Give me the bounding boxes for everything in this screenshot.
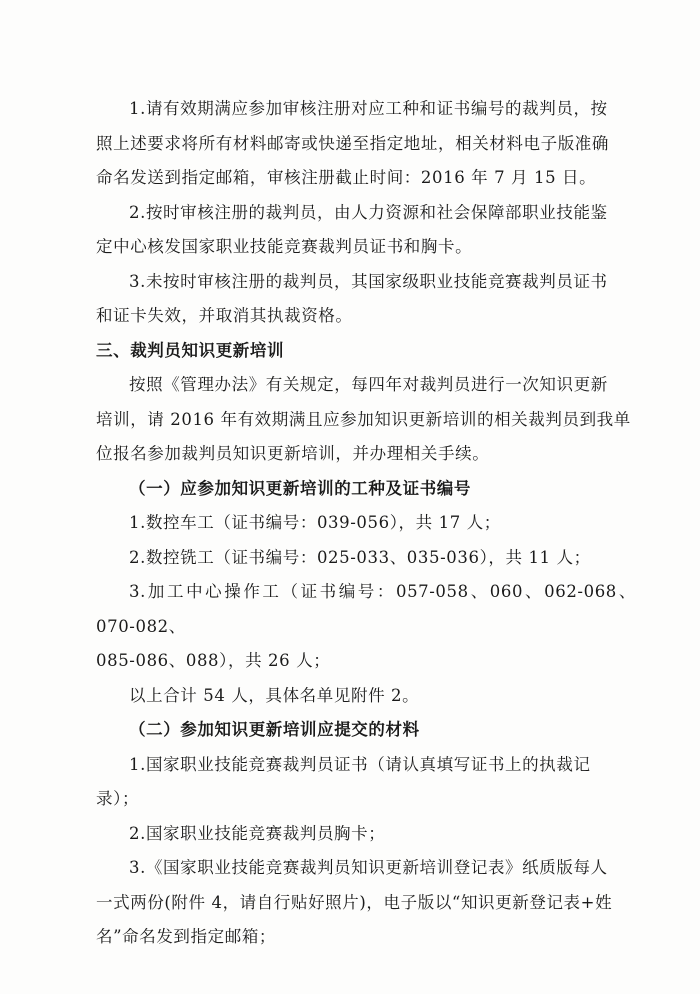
text-line: 一式两份(附件 4，请自行贴好照片)，电子版以“知识更新登记表+姓 xyxy=(96,892,613,912)
text-line: 1.请有效期满应参加审核注册对应工种和证书编号的裁判员，按 xyxy=(129,99,608,118)
section-heading xyxy=(96,334,636,369)
text-line: 培训，请 2016 年有效期满且应参加知识更新培训的相关裁判员到我单 xyxy=(96,409,631,429)
text-line: 和证卡失效，并取消其执裁资格。 xyxy=(96,306,353,325)
section-heading-text: 三、裁判员知识更新培训 xyxy=(96,340,285,360)
text-line: 1.数控车工（证书编号：039-056），共 17 人； xyxy=(129,513,501,532)
list-item xyxy=(96,541,636,576)
text-line: 命名发送到指定邮箱，审核注册截止时间：2016 年 7 月 15 日。 xyxy=(96,168,597,187)
subsection-heading-text: （二）参加知识更新培训应提交的材料 xyxy=(129,720,420,739)
subsection-heading-1 xyxy=(96,472,636,507)
document-body xyxy=(96,92,636,955)
paragraph-item-3 xyxy=(96,265,636,334)
text-line: 位报名参加裁判员知识更新培训，并办理相关手续。 xyxy=(96,444,490,463)
text-line: 085-086、088），共 26 人； xyxy=(96,651,331,670)
text-line: 3.未按时审核注册的裁判员，其国家级职业技能竞赛裁判员证书 xyxy=(129,271,608,291)
list-item xyxy=(96,851,636,955)
text-line: 定中心核发国家职业技能竞赛裁判员证书和胸卡。 xyxy=(96,237,473,256)
text-line: 录）； xyxy=(96,789,140,808)
list-item xyxy=(96,575,636,679)
list-item xyxy=(96,817,636,852)
text-line: 2.数控铣工（证书编号：025-033、035-036），共 11 人； xyxy=(129,547,591,567)
list-item xyxy=(96,506,636,541)
paragraph-training xyxy=(96,368,636,472)
text-line: 2.国家职业技能竞赛裁判员胸卡； xyxy=(129,823,386,843)
total-line xyxy=(96,679,636,714)
text-line: 3.加工中心操作工（证书编号：057-058、060、062-068、070-082、 xyxy=(96,582,636,636)
text-line: 以上合计 54 人，具体名单见附件 2。 xyxy=(129,685,420,705)
text-line: 按照《管理办法》有关规定，每四年对裁判员进行一次知识更新 xyxy=(129,375,608,394)
paragraph-item-1 xyxy=(96,92,636,196)
subsection-heading-2 xyxy=(96,713,636,748)
text-line: 名”命名发到指定邮箱； xyxy=(96,927,277,946)
paragraph-item-2 xyxy=(96,196,636,265)
list-item xyxy=(96,748,636,817)
subsection-heading-text: （一）应参加知识更新培训的工种及证书编号 xyxy=(129,478,471,498)
text-line: 照上述要求将所有材料邮寄或快递至指定地址，相关材料电子版准确 xyxy=(96,133,609,153)
text-line: 3.《国家职业技能竞赛裁判员知识更新培训登记表》纸质版每人 xyxy=(129,858,608,877)
text-line: 1.国家职业技能竞赛裁判员证书（请认真填写证书上的执裁记 xyxy=(129,754,591,774)
text-line: 2.按时审核注册的裁判员，由人力资源和社会保障部职业技能鉴 xyxy=(129,202,608,222)
